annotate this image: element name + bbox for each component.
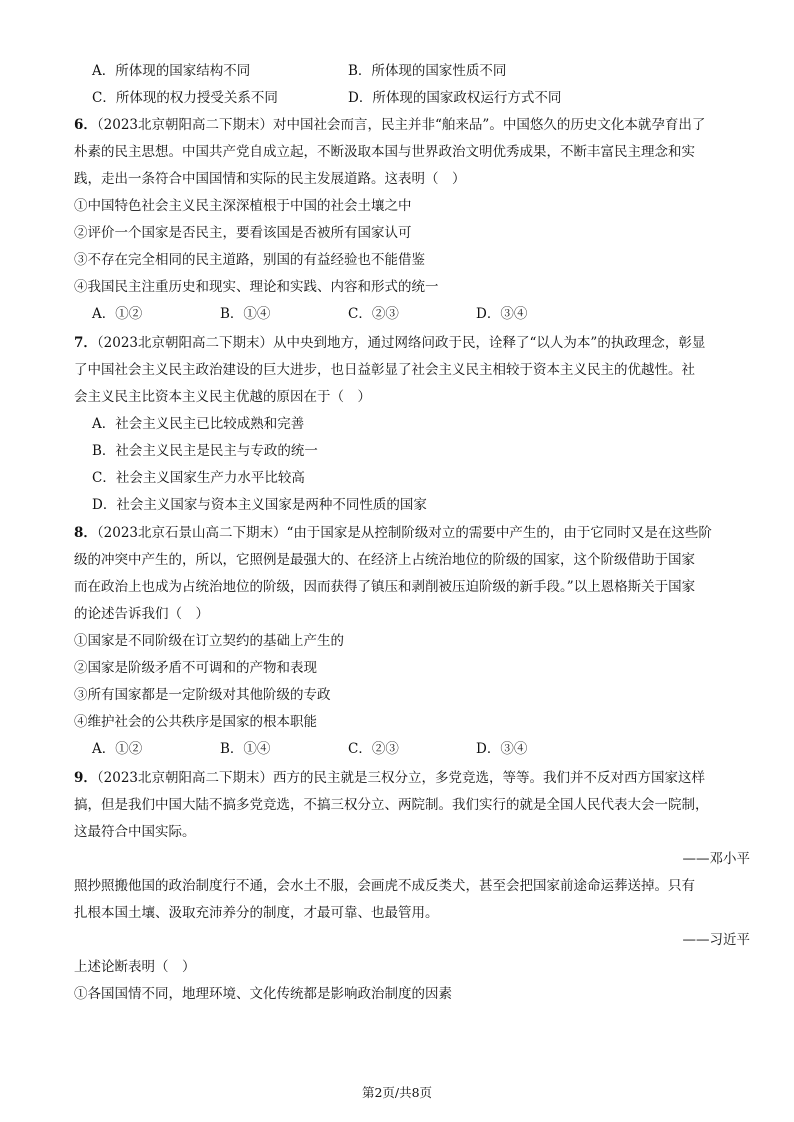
q8-option-c: C．②③: [348, 741, 399, 757]
q6-number: 6．: [74, 117, 97, 133]
option-c: C．所体现的权力授受关系不同: [92, 90, 278, 106]
q9-line-1: 9．（2023北京朝阳高二下期末）西方的民主就是三权分立，多党竞选，等等。我们并不反对西方国家这样: [74, 770, 706, 786]
q8-line-1: 8．（2023北京石景山高二下期末）“由于国家是从控制阶级对立的需要中产生的，由于它同时又是在这些阶: [74, 525, 712, 541]
q7-line-2: 了中国社会主义民主政治建设的巨大进步，也日益彰显了社会主义民主相较于资本主义民主的优越性。社: [74, 362, 695, 378]
q8-line-2: 级的冲突中产生的，所以，它照例是最强大的、在经济上占统治地位的阶级的国家，这个阶级借助于国家: [74, 552, 695, 568]
option-b: B．所体现的国家性质不同: [348, 63, 507, 79]
q9-quote2-line-1: 照抄照搬他国的政治制度行不通，会水土不服，会画虎不成反类犬，甚至会把国家前途命运葬送掉。只有: [74, 878, 695, 894]
q9-item-1: ①各国国情不同，地理环境、文化传统都是影响政治制度的因素: [74, 986, 452, 1002]
q7-option-c: C．社会主义国家生产力水平比较高: [92, 470, 305, 486]
q9-question: 上述论断表明（ ）: [74, 959, 196, 975]
q6-option-c: C．②③: [348, 306, 399, 322]
q6-line-2: 朴素的民主思想。中国共产党自成立起，不断汲取本国与世界政治文明优秀成果，不断丰富民主理念和实: [74, 144, 695, 160]
option-d: D．所体现的国家政权运行方式不同: [348, 90, 562, 106]
q9-line-3: 这最符合中国实际。: [74, 824, 196, 840]
q6-item-3: ③不存在完全相同的民主道路，别国的有益经验也不能借鉴: [74, 252, 425, 268]
q8-line-3: 而在政治上也成为占统治地位的阶级，因而获得了镇压和剥削被压迫阶级的新手段。”以上恩格斯关于国家: [74, 579, 696, 595]
q6-line-1: 6．（2023北京朝阳高二下期末）对中国社会而言，民主并非“舶来品”。中国悠久的历史文化本就孕育出了: [74, 117, 706, 133]
q6-option-b: B．①④: [220, 306, 271, 322]
page-number: 第2页/共8页: [361, 1085, 433, 1100]
q6-option-a: A．①②: [92, 306, 143, 322]
q8-item-1: ①国家是不同阶级在订立契约的基础上产生的: [74, 633, 344, 649]
q6-item-1: ①中国特色社会主义民主深深植根于中国的社会土壤之中: [74, 198, 412, 214]
q9-quote2-author: ——习近平: [682, 932, 750, 948]
q8-option-a: A．①②: [92, 741, 143, 757]
q7-line-1: 7．（2023北京朝阳高二下期末）从中央到地方，通过网络问政于民，诠释了“以人为本”的执政理念，彰显: [74, 335, 706, 351]
q9-line-2: 搞，但是我们中国大陆不搞多党竞选，不搞三权分立、两院制。我们实行的就是全国人民代表大会一院制，: [74, 797, 709, 813]
q8-item-2: ②国家是阶级矛盾不可调和的产物和表现: [74, 660, 317, 676]
q6-option-d: D．③④: [476, 306, 528, 322]
q8-option-d: D．③④: [476, 741, 528, 757]
q8-number: 8．: [74, 525, 97, 541]
q7-line-3: 会主义民主比资本主义民主优越的原因在于（ ）: [74, 389, 371, 405]
q6-item-4: ④我国民主注重历史和现实、理论和实践、内容和形式的统一: [74, 279, 439, 295]
q7-option-b: B．社会主义民主是民主与专政的统一: [92, 443, 318, 459]
q7-number: 7．: [74, 335, 97, 351]
q6-item-2: ②评价一个国家是否民主，要看该国是否被所有国家认可: [74, 225, 412, 241]
q8-item-4: ④维护社会的公共秩序是国家的根本职能: [74, 714, 317, 730]
q6-line-3: 践，走出一条符合中国国情和实际的民主发展道路。这表明（ ）: [74, 171, 466, 187]
q8-line-4: 的论述告诉我们（ ）: [74, 606, 209, 622]
q8-option-b: B．①④: [220, 741, 271, 757]
q7-option-a: A．社会主义民主已比较成熟和完善: [92, 416, 305, 432]
q9-number: 9．: [74, 770, 97, 786]
q9-quote2-line-2: 扎根本国土壤、汲取充沛养分的制度，才最可靠、也最管用。: [74, 905, 439, 921]
option-a: A．所体现的国家结构不同: [92, 63, 251, 79]
q8-item-3: ③所有国家都是一定阶级对其他阶级的专政: [74, 687, 331, 703]
q9-quote1-author: ——邓小平: [682, 851, 750, 867]
q7-option-d: D．社会主义国家与资本主义国家是两种不同性质的国家: [92, 497, 427, 513]
